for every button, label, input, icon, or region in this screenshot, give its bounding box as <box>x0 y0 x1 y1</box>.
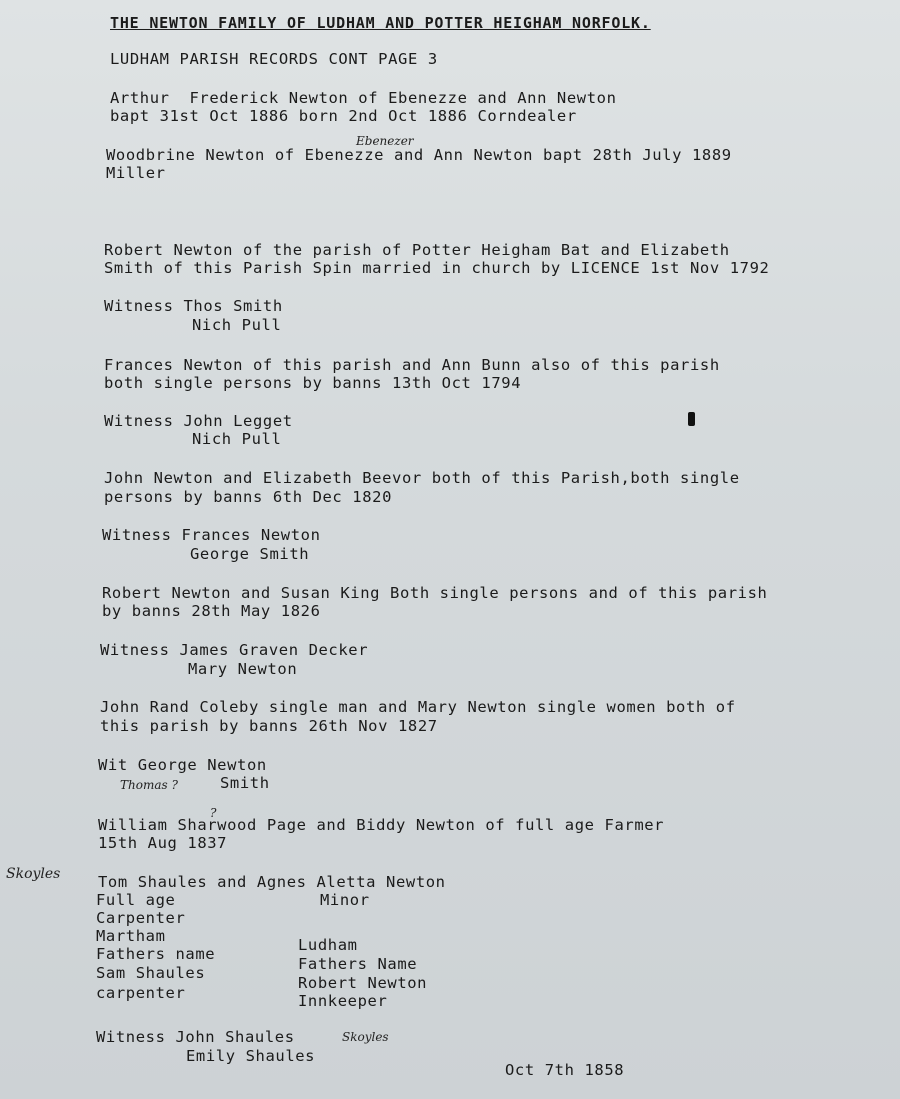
handwritten-annotation: Ebenezer <box>356 134 414 148</box>
text-line: Innkeeper <box>298 992 388 1010</box>
text-line: Tom Shaules and Agnes Aletta Newton <box>98 873 446 891</box>
text-line: Nich Pull <box>192 316 282 334</box>
ink-blot <box>688 412 695 426</box>
document-subtitle: LUDHAM PARISH RECORDS CONT PAGE 3 <box>110 50 438 68</box>
text-line: Witness James Graven Decker <box>100 641 369 659</box>
text-line: Wit George Newton <box>98 756 267 774</box>
text-line: Martham <box>96 927 166 945</box>
handwritten-annotation: Thomas ? <box>120 778 178 792</box>
text-line: Full age <box>96 891 176 909</box>
text-line: Witness John Legget <box>104 412 293 430</box>
text-line: Smith of this Parish Spin married in church by LICENCE 1st Nov 1792 <box>104 259 770 277</box>
text-line: Mary Newton <box>188 660 298 678</box>
text-line: Fathers Name <box>298 955 418 973</box>
text-line: Minor <box>320 891 370 909</box>
text-line: carpenter <box>96 984 186 1002</box>
text-line: Witness Frances Newton <box>102 526 321 544</box>
text-line: Sam Shaules <box>96 964 206 982</box>
handwritten-annotation: Skoyles <box>6 866 61 882</box>
text-line: Witness Thos Smith <box>104 297 283 315</box>
text-line: Miller <box>106 164 166 182</box>
text-line: John Rand Coleby single man and Mary Newton single women both of <box>100 698 736 716</box>
text-line: Arthur Frederick Newton of Ebenezze and Ann Newton <box>110 89 617 107</box>
handwritten-annotation: Skoyles <box>342 1030 389 1044</box>
text-line: Robert Newton and Susan King Both single persons and of this parish <box>102 584 768 602</box>
text-line: Robert Newton of the parish of Potter Heigham Bat and Elizabeth <box>104 241 730 259</box>
text-line: bapt 31st Oct 1886 born 2nd Oct 1886 Corndealer <box>110 107 577 125</box>
document-date: Oct 7th 1858 <box>505 1061 625 1079</box>
text-line: William Sharwood Page and Biddy Newton of full age Farmer <box>98 816 665 834</box>
text-line: Ludham <box>298 936 358 954</box>
document-title: THE NEWTON FAMILY OF LUDHAM AND POTTER HEIGHAM NORFOLK. <box>110 14 651 32</box>
text-line: this parish by banns 26th Nov 1827 <box>100 717 438 735</box>
text-line: Emily Shaules <box>186 1047 316 1065</box>
text-line: Woodbrine Newton of Ebenezze and Ann Newton bapt 28th July 1889 <box>106 146 732 164</box>
text-line: Smith <box>220 774 270 792</box>
text-line: John Newton and Elizabeth Beevor both of this Parish,both single <box>104 469 740 487</box>
handwritten-annotation: ? <box>210 806 217 820</box>
text-line: Nich Pull <box>192 430 282 448</box>
text-line: George Smith <box>190 545 310 563</box>
text-line: Robert Newton <box>298 974 428 992</box>
text-line: persons by banns 6th Dec 1820 <box>104 488 393 506</box>
text-line: Carpenter <box>96 909 186 927</box>
text-line: by banns 28th May 1826 <box>102 602 321 620</box>
text-line: Frances Newton of this parish and Ann Bunn also of this parish <box>104 356 720 374</box>
text-line: Witness John Shaules <box>96 1028 295 1046</box>
text-line: Fathers name <box>96 945 216 963</box>
text-line: 15th Aug 1837 <box>98 834 228 852</box>
text-line: both single persons by banns 13th Oct 1794 <box>104 374 522 392</box>
